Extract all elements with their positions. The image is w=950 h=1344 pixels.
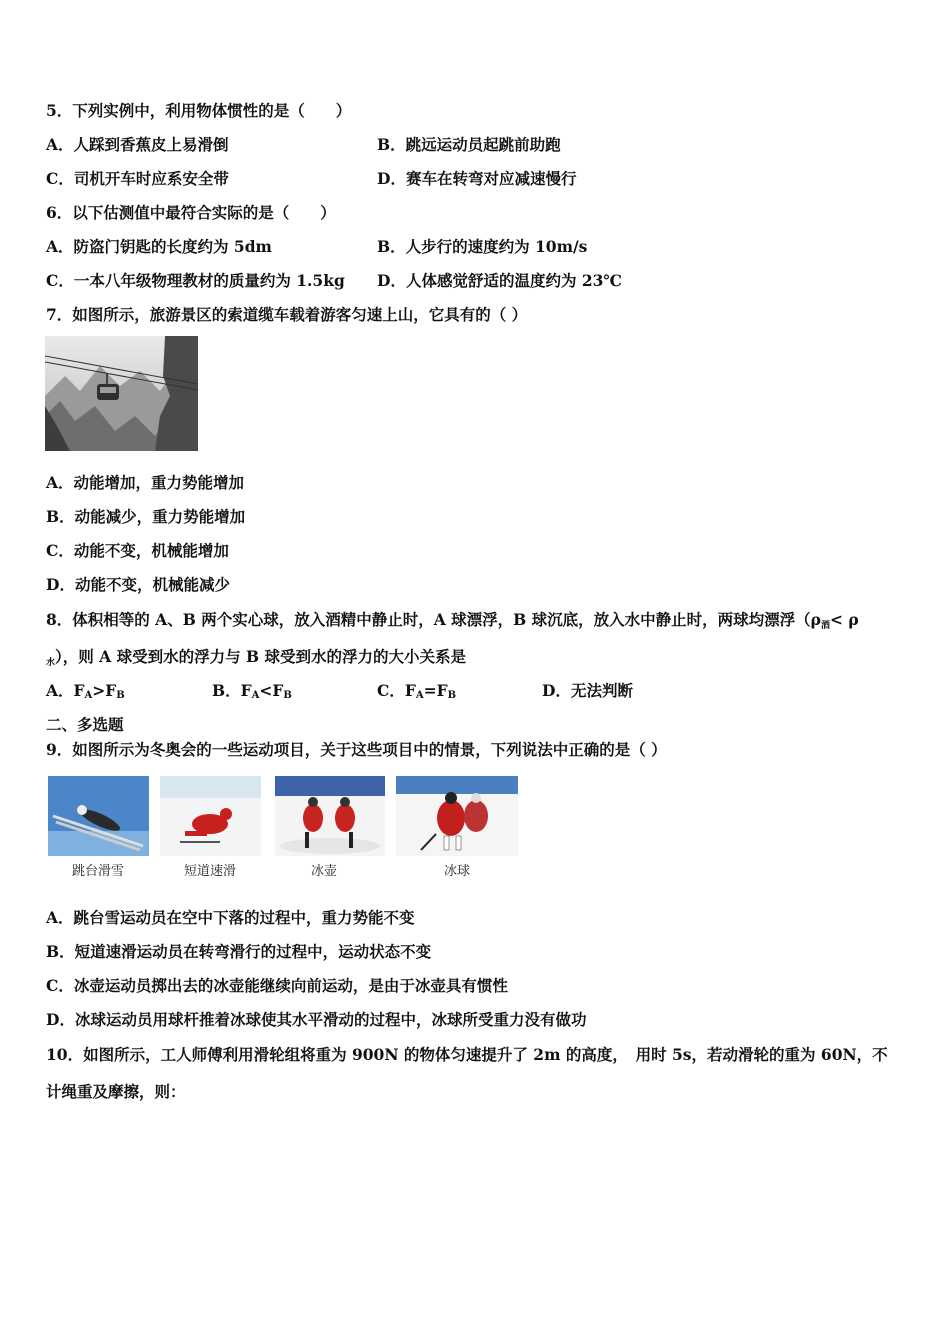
q7-option-d: D．动能不变，机械能减少 [46,575,230,594]
caption-ski-jumping: 跳台滑雪 [71,864,124,879]
q7-option-a: A．动能增加，重力势能增加 [46,473,245,492]
q9-option-c: C．冰壶运动员掷出去的冰壶能继续向前运动，是由于冰壶具有惯性 [46,976,508,995]
q5-option-c: C．司机开车时应系安全带 [46,169,229,188]
q6-option-b: B．人步行的速度约为 10m/s [377,237,588,256]
q6-option-c: C．一本八年级物理教材的质量约为 1.5kg [46,271,345,290]
q9-stem: 9．如图所示为冬奥会的一些运动项目，关于这些项目中的情景，下列说法中正确的是（ ） [46,740,667,759]
q8-option-a: A．$F_A>F_B$ [46,681,125,701]
q5-option-b: B．跳远运动员起跳前助跑 [377,135,561,154]
q5-stem: 5．下列实例中，利用物体惯性的是（ ） [46,101,352,120]
short-track-photo [160,776,261,856]
q7-stem: 7．如图所示，旅游景区的索道缆车载着游客匀速上山，它具有的（ ） [46,305,528,324]
q5-option-d: D．赛车在转弯对应减速慢行 [377,169,577,188]
q5-option-a: A．人踩到香蕉皮上易滑倒 [46,135,229,154]
q9-option-a: A．跳台雪运动员在空中下落的过程中，重力势能不变 [46,908,415,927]
caption-short-track: 短道速滑 [183,864,236,879]
q7-option-b: B．动能减少，重力势能增加 [46,507,246,526]
q6-option-a: A．防盗门钥匙的长度约为 5dm [46,237,272,256]
rho-alcohol-subscript: 酒 [820,621,830,631]
q6-option-d: D．人体感觉舒适的温度约为 23℃ [377,271,622,290]
q7-option-c: C．动能不变，机械能增加 [46,541,229,560]
caption-ice-hockey: 冰球 [443,864,470,879]
q8-option-c: C．$F_A=F_B$ [377,681,457,701]
section-heading: 二、多选题 [46,715,124,734]
q10-stem-line2: 计绳重及摩擦，则： [46,1082,186,1101]
q6-stem: 6．以下估测值中最符合实际的是（ ） [46,203,336,222]
q8-option-d: D．无法判断 [542,681,633,700]
q8-option-b: B．$F_A<F_B$ [212,681,292,701]
rho-water-subscript: 水 [46,658,56,668]
curling-photo [275,776,385,856]
ski-jumping-photo [48,776,149,856]
q9-option-b: B．短道速滑运动员在转弯滑行的过程中，运动状态不变 [46,942,432,961]
q9-option-d: D．冰球运动员用球杆推着冰球使其水平滑动的过程中，冰球所受重力没有做功 [46,1010,587,1029]
cable-car-photo [45,336,198,451]
ice-hockey-photo [396,776,518,856]
caption-curling: 冰壶 [310,864,337,879]
q8-stem-line1: 8．体积相等的 A、B 两个实心球，放入酒精中静止时，A 球漂浮，B 球沉底，放入水中静止时，两球均漂浮（ρ酒< ρ [46,610,859,631]
q10-stem-line1: 10．如图所示，工人师傅利用滑轮组将重为 900N 的物体匀速提升了 2m 的高度， 用时 5s，若动滑轮的重为 60N，不 [46,1045,888,1064]
q8-stem-line2: 水），则 A 球受到水的浮力与 B 球受到水的浮力的大小关系是 [46,647,466,668]
